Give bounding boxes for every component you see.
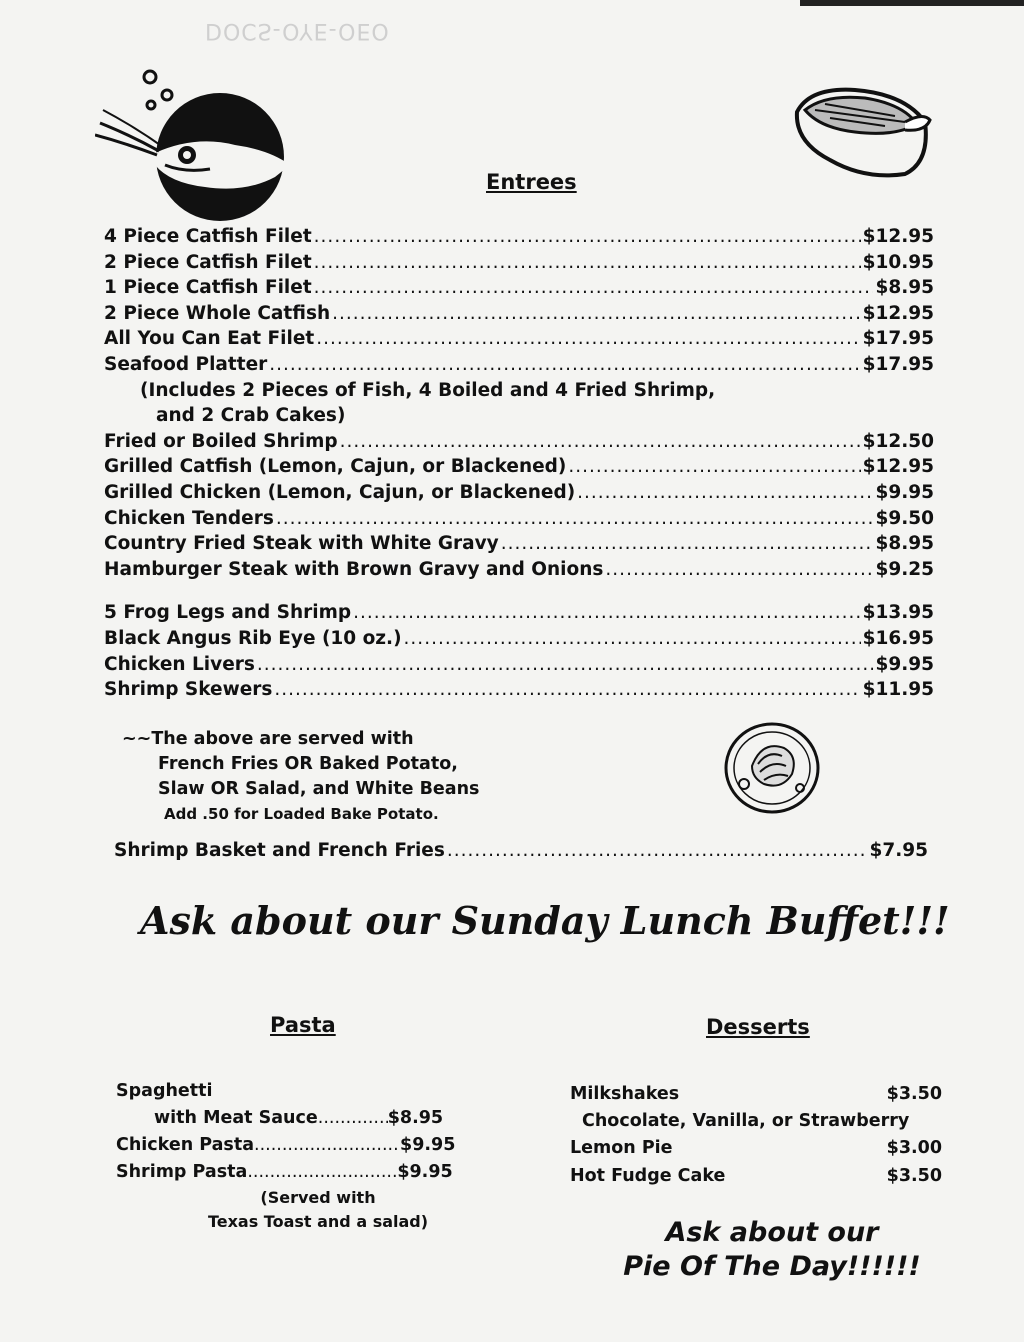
- pasta-note-line: Texas Toast and a salad): [207, 1212, 429, 1231]
- pasta-row: [116, 1132, 455, 1159]
- served-with-note: [122, 727, 479, 827]
- entree-row: [104, 250, 934, 276]
- shrimp-basket-row: [114, 838, 928, 864]
- basket-name: Shrimp Basket and French Fries: [114, 840, 445, 861]
- dessert-row: [570, 1080, 942, 1108]
- sunday-buffet-banner: Ask about our Sunday Lunch Buffet!!!: [140, 898, 950, 943]
- entree-name: Seafood Platter: [104, 353, 268, 375]
- entree-row: [104, 531, 934, 557]
- entree-price: $8.95: [875, 533, 934, 555]
- dot-leader: [274, 677, 860, 703]
- desserts-list: [570, 1080, 942, 1190]
- entree-note-text: (Includes 2 Pieces of Fish, 4 Boiled and 4 Fried Shrimp,: [140, 379, 716, 401]
- top-edge-line: [800, 0, 1024, 6]
- served-with-line: Add .50 for Loaded Bake Potato.: [164, 805, 439, 823]
- pasta-name: Shrimp Pasta: [116, 1162, 248, 1182]
- dot-leader: [332, 301, 860, 327]
- entree-name: 4 Piece Catfish Filet: [104, 226, 312, 247]
- dot-leader: [269, 352, 860, 378]
- dot-leader: [276, 506, 874, 532]
- dessert-price: $3.50: [886, 1084, 942, 1104]
- entree-name: 2 Piece Catfish Filet: [104, 251, 312, 273]
- entree-row: [104, 326, 934, 352]
- entree-price: $9.95: [875, 481, 934, 503]
- dot-leader: [605, 557, 873, 583]
- entree-name: Chicken Tenders: [104, 507, 274, 529]
- dessert-name: Milkshakes: [570, 1084, 680, 1104]
- entree-row: [104, 677, 934, 703]
- entree-note-text: and 2 Crab Cakes): [156, 405, 346, 427]
- entree-name: Chicken Livers: [104, 653, 255, 675]
- entree-row: [104, 557, 934, 583]
- entree-price: $9.25: [875, 558, 934, 580]
- dessert-flavors: Chocolate, Vanilla, or Strawberry: [582, 1111, 910, 1131]
- entree-price: $12.95: [862, 456, 934, 478]
- entree-name: Black Angus Rib Eye (10 oz.): [104, 627, 402, 649]
- dot-leader: [577, 480, 873, 506]
- entree-row: [104, 352, 934, 378]
- pie-line: Ask about our: [665, 1217, 879, 1248]
- entree-row: [104, 454, 934, 480]
- basket-price: $7.95: [869, 840, 928, 861]
- dot-leader: [314, 224, 861, 250]
- entree-note: [104, 378, 934, 404]
- dessert-name: Lemon Pie: [570, 1138, 673, 1158]
- dessert-price: $3.50: [886, 1166, 942, 1186]
- pasta-served-note: [178, 1186, 458, 1234]
- entree-spacer: [104, 582, 934, 600]
- pasta-note-line: (Served with: [260, 1188, 376, 1207]
- dot-leader: [254, 1132, 400, 1159]
- dot-leader: [316, 326, 860, 352]
- entree-name: Grilled Catfish (Lemon, Cajun, or Blackened): [104, 456, 567, 478]
- pasta-list: [116, 1078, 455, 1186]
- entree-row: [104, 275, 934, 301]
- entree-name: Fried or Boiled Shrimp: [104, 430, 338, 452]
- faded-phone-number: DOCS-OYE-OEO: [205, 18, 390, 43]
- pie-of-the-day-banner: [612, 1216, 932, 1284]
- served-with-line: Slaw OR Salad, and White Beans: [158, 779, 480, 799]
- entree-row: [104, 301, 934, 327]
- dot-leader: [501, 531, 874, 557]
- pasta-item-title: [116, 1078, 455, 1105]
- dessert-price: $3.00: [886, 1138, 942, 1158]
- entree-name: Grilled Chicken (Lemon, Cajun, or Blackened): [104, 481, 576, 503]
- pasta-name: with Meat Sauce: [154, 1108, 318, 1128]
- desserts-heading: Desserts: [706, 1015, 810, 1039]
- entree-price: $8.95: [875, 277, 934, 299]
- dot-leader: [247, 1159, 397, 1186]
- entree-price: $12.50: [862, 430, 934, 452]
- entree-price: $16.95: [862, 627, 934, 649]
- dot-leader: [318, 1105, 388, 1132]
- entree-name: 2 Piece Whole Catfish: [104, 302, 331, 324]
- entree-row: [104, 600, 934, 626]
- entree-name: Hamburger Steak with Brown Gravy and Onions: [104, 558, 604, 580]
- entree-name: 5 Frog Legs and Shrimp: [104, 602, 352, 624]
- entree-row: [104, 224, 934, 250]
- pasta-name: Spaghetti: [116, 1081, 213, 1101]
- entree-name: Shrimp Skewers: [104, 679, 273, 701]
- entree-name: 1 Piece Catfish Filet: [104, 277, 312, 299]
- entree-price: $12.95: [862, 302, 934, 324]
- served-with-line: ~~The above are served with: [122, 729, 414, 749]
- entree-row: [104, 626, 934, 652]
- entree-price: $17.95: [862, 328, 934, 350]
- pasta-heading: Pasta: [270, 1013, 336, 1037]
- entree-name: All You Can Eat Filet: [104, 328, 315, 350]
- pasta-row: [116, 1105, 455, 1132]
- dot-leader: [353, 600, 860, 626]
- dot-leader: [404, 626, 861, 652]
- pasta-name: Chicken Pasta: [116, 1135, 255, 1155]
- dot-leader: [340, 429, 861, 455]
- pasta-price: $9.95: [400, 1135, 456, 1155]
- dessert-row: [570, 1162, 942, 1190]
- entrees-list: [104, 224, 934, 703]
- entree-row: [114, 838, 928, 864]
- dessert-row: [570, 1134, 942, 1162]
- dot-leader: [447, 838, 868, 864]
- entree-row: [104, 506, 934, 532]
- shrimp-plate-icon: [722, 718, 822, 818]
- entree-price: $12.95: [862, 226, 934, 247]
- catfish-logo-icon: [95, 65, 295, 225]
- entree-price: $17.95: [862, 353, 934, 375]
- entree-row: [104, 652, 934, 678]
- pasta-price: $9.95: [397, 1162, 453, 1182]
- entree-note: [104, 403, 934, 429]
- pie-line: Pie Of The Day!!!!!!: [623, 1251, 921, 1282]
- dot-leader: [568, 454, 860, 480]
- dot-leader: [257, 652, 874, 678]
- fish-platter-icon: [785, 82, 935, 182]
- entrees-heading: Entrees: [486, 170, 577, 194]
- entree-price: $9.50: [875, 507, 934, 529]
- entree-price: $11.95: [862, 679, 934, 701]
- pasta-row: [116, 1159, 455, 1186]
- dot-leader: [314, 275, 874, 301]
- entree-price: $10.95: [862, 251, 934, 273]
- entree-row: [104, 429, 934, 455]
- entree-row: [104, 480, 934, 506]
- entree-price: $13.95: [862, 602, 934, 624]
- dessert-name: Hot Fudge Cake: [570, 1166, 726, 1186]
- dot-leader: [314, 250, 861, 276]
- pasta-price: $8.95: [387, 1108, 444, 1128]
- served-with-line: French Fries OR Baked Potato,: [158, 754, 458, 774]
- entree-name: Country Fried Steak with White Gravy: [104, 533, 499, 555]
- entree-price: $9.95: [875, 653, 934, 675]
